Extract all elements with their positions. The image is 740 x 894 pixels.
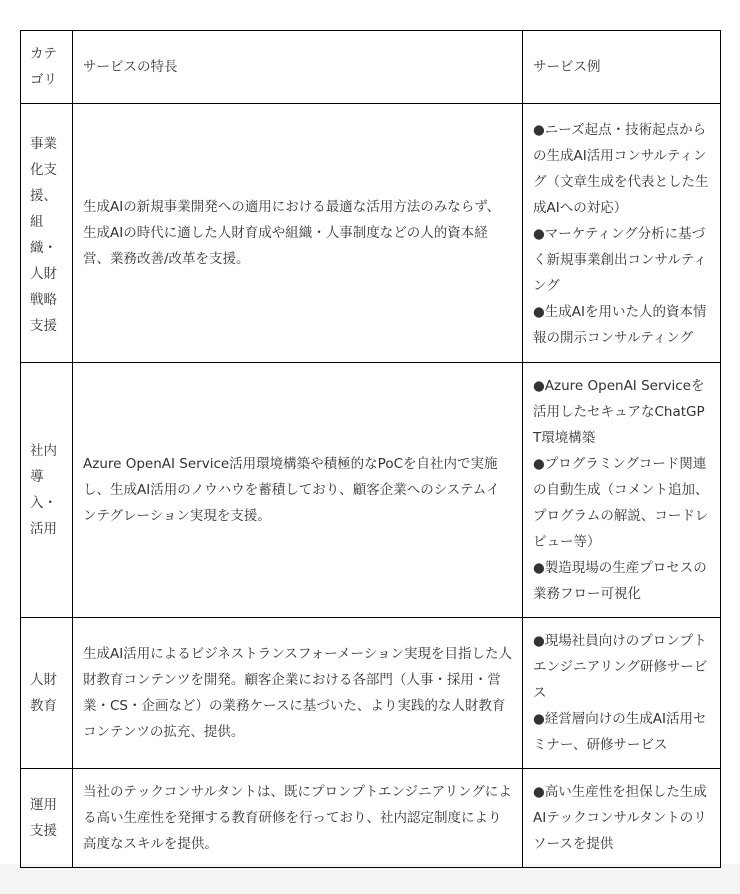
- table-header-row: [21, 31, 721, 104]
- row-features: 生成AI活用によるビジネストランスフォーメーション実現を目指した人財教育コンテンツを開発。顧客企業における各部門（人事・採用・営業・CS・企画など）の業務ケースに基づいた、より実践的な人財教育コンテンツの拡充、提供。: [73, 618, 523, 769]
- row-features: 当社のテックコンサルタントは、既にプロンプトエンジニアリングによる高い生産性を発揮する教育研修を行っており、社内認定制度により高度なスキルを提供。: [73, 769, 523, 868]
- service-example-item: ●Azure OpenAI Serviceを活用したセキュアなChatGPT環境構築: [533, 378, 705, 446]
- row-category: 運用支援: [21, 769, 73, 868]
- table-row: [21, 104, 721, 363]
- table-row: [21, 363, 721, 618]
- service-example-item: ●高い生産性を担保した生成AIテックコンサルタントのリソースを提供: [533, 784, 707, 852]
- service-example-item: ●経営層向けの生成AI活用セミナー、研修サービス: [533, 711, 707, 753]
- row-features: 生成AIの新規事業開発への適用における最適な活用方法のみならず、生成AIの時代に適した人財育成や組織・人事制度などの人的資本経営、業務改善/改革を支援。: [73, 104, 523, 363]
- service-example-item: ●製造現場の生産プロセスの業務フロー可視化: [533, 560, 707, 602]
- row-category: 事業化支援、組織・人財戦略支援: [21, 104, 73, 363]
- service-table: [20, 30, 721, 868]
- table-row: [21, 618, 721, 769]
- service-example-item: ●現場社員向けのプロンプトエンジニアリング研修サービス: [533, 633, 708, 701]
- header-features: サービスの特長: [73, 31, 523, 104]
- row-examples: [523, 769, 721, 868]
- table-row: [21, 769, 721, 868]
- service-example-item: ●ニーズ起点・技術起点からの生成AI活用コンサルティング（文章生成を代表とした生成AIへの対応）: [533, 122, 709, 216]
- row-examples: [523, 363, 721, 618]
- service-example-item: ●マーケティング分析に基づく新規事業創出コンサルティング: [533, 226, 707, 294]
- row-category: 社内導入・活用: [21, 363, 73, 618]
- row-features: Azure OpenAI Service活用環境構築や積極的なPoCを自社内で実施し、生成AI活用のノウハウを蓄積しており、顧客企業へのシステムインテグレーション実現を支援。: [73, 363, 523, 618]
- service-example-item: ●プログラミングコード関連の自動生成（コメント追加、プログラムの解説、コードレビュー等）: [533, 456, 709, 550]
- header-examples: サービス例: [523, 31, 721, 104]
- header-category: カテゴリ: [21, 31, 73, 104]
- row-examples: [523, 618, 721, 769]
- row-examples: [523, 104, 721, 363]
- row-category: 人財教育: [21, 618, 73, 769]
- service-example-item: ●生成AIを用いた人的資本情報の開示コンサルティング: [533, 304, 707, 346]
